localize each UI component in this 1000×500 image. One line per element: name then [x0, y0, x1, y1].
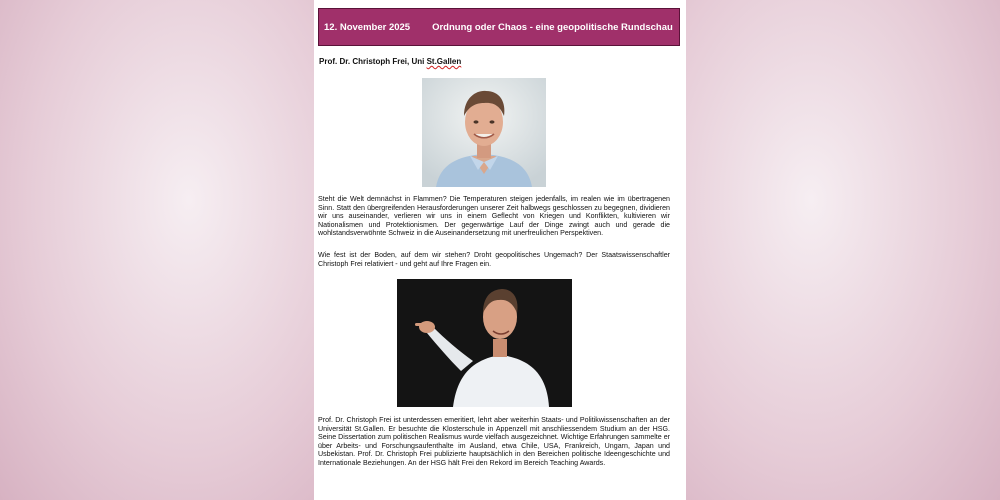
intro-paragraph: Steht die Welt demnächst in Flammen? Die Temperaturen steigen jedenfalls, im realen wie im übertragenen Sinn. Statt den übergreifenden Herausforderungen unserer Zeit halbwegs geschlossen zu begegnen, dividieren wir uns auseinander, verlieren wir uns in einem Geflecht von Kriegen und Konflikten, kultivieren wir Nationalismen und Protektionismen. Der gegenwärtige Lauf der Dinge zwingt auch und gerade die wohlstandsverwöhnte Schweiz in die Auseinandersetzung mit unerfreulichen Perspektiven.: [318, 195, 670, 238]
author-name: Prof. Dr. Christoph Frei, Uni: [319, 57, 427, 66]
portrait-photo: [422, 78, 546, 187]
document-page: [314, 0, 686, 500]
question-paragraph: Wie fest ist der Boden, auf dem wir stehen? Droht geopolitisches Ungemach? Der Staatswissenschaftler Christoph Frei relativiert - und geht auf Ihre Fragen ein.: [318, 251, 670, 268]
bio-paragraph: Prof. Dr. Christoph Frei ist unterdessen emeritiert, lehrt aber weiterhin Staats- und Politikwissenschaften an der Universität St.Gallen. Er besuchte die Klosterschule in Appenzell mit anschliessendem Studium an der HSG. Seine Dissertation zum politischen Realismus wurde vielfach ausgezeichnet. Wichtige Erfahrungen sammelte er über Arbeits- und Forschungsaufenthalte im Ausland, etwa Chile, USA, Frankreich, Ungarn, Japan und Usbekistan. Prof. Dr. Christoph Frei publizierte hauptsächlich in den Bereichen politische Ideengeschichte und Internationale Beziehungen. An der HSG hält Frei den Rekord im Bereich Teaching Awards.: [318, 416, 670, 467]
event-date: 12. November 2025: [324, 21, 411, 33]
portrait-illustration: [422, 78, 546, 187]
lecture-illustration: [397, 279, 572, 407]
event-title: Ordnung oder Chaos - eine geopolitische Rundschau: [432, 21, 673, 33]
background-left: [0, 0, 315, 500]
event-banner: [318, 8, 680, 46]
lecture-photo: [397, 279, 572, 407]
author-line: [319, 57, 461, 66]
background-right: [685, 0, 1000, 500]
author-location: St.Gallen: [426, 57, 462, 66]
